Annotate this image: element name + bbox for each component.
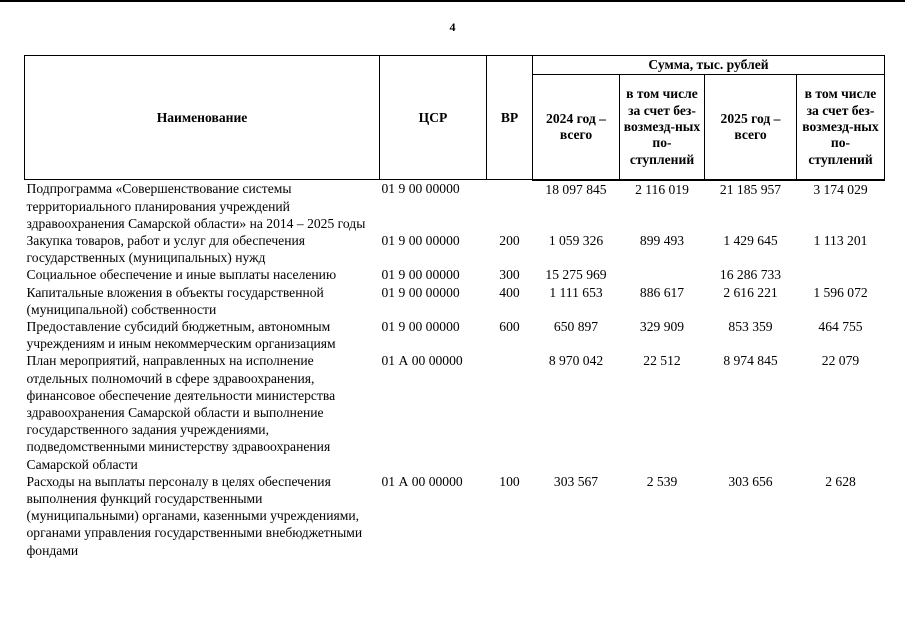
header-2025-incl: в том числе за счет без-возмезд-ных по-ступлений <box>797 75 885 180</box>
budget-table <box>24 55 885 559</box>
top-border-line <box>0 0 905 2</box>
row-2024-total: 1 059 326 <box>548 233 604 249</box>
row-vr <box>487 352 533 472</box>
row-name: Капитальные вложения в объекты государственной (муниципальной) собственности <box>26 284 324 317</box>
table-row <box>25 266 885 283</box>
row-2024-incl: 899 493 <box>639 233 685 249</box>
header-vr: ВР <box>487 56 533 180</box>
row-vr <box>487 180 533 232</box>
row-2024-incl: 2 116 019 <box>635 181 689 197</box>
row-name: Предоставление субсидий бюджетным, автономным учреждениям и иным некоммерческим организациям <box>26 319 336 352</box>
row-2024-total: 1 111 653 <box>549 284 603 300</box>
row-2024-incl <box>620 266 705 283</box>
header-name: Наименование <box>25 56 380 180</box>
row-csr: 01 А 00 00000 <box>381 353 463 369</box>
row-name: Социальное обеспечение и иные выплаты населению <box>26 267 337 283</box>
table-row <box>25 352 885 472</box>
row-vr: 200 <box>499 233 520 249</box>
row-name: План мероприятий, направленных на исполнение отдельных полномочий в сфере здравоохранения, финансовое обеспечение деятельности министерства здравоохранения Самарской области и выполнение государственного задания учреждениями, подведомственными министерству здравоохранения Самарской области <box>26 353 336 472</box>
row-2025-total: 16 286 733 <box>719 267 782 283</box>
header-2024-incl: в том числе за счет без-возмезд-ных по-ступлений <box>620 75 705 180</box>
row-name: Расходы на выплаты персоналу в целях обеспечения выполнения функций государственными (муниципальными) органами, казенными учреждениями, органами управления государственными внебюджетными фондами <box>26 473 363 558</box>
header-sum-group: Сумма, тыс. рублей <box>533 56 885 75</box>
row-csr: 01 9 00 00000 <box>381 284 460 300</box>
row-2024-incl: 22 512 <box>643 353 681 369</box>
row-2024-incl: 329 909 <box>639 319 685 335</box>
row-csr: 01 9 00 00000 <box>381 233 460 249</box>
row-csr: 01 9 00 00000 <box>381 267 460 283</box>
table-row <box>25 284 885 318</box>
row-vr: 100 <box>499 473 520 489</box>
row-2024-total: 650 897 <box>553 319 599 335</box>
row-2025-total: 2 616 221 <box>723 284 778 300</box>
header-2025-total: 2025 год – всего <box>705 75 797 180</box>
row-2025-total: 303 656 <box>728 473 773 489</box>
row-csr: 01 А 00 00000 <box>381 473 463 489</box>
row-name: Закупка товаров, работ и услуг для обеспечения государственных (муниципальных) нужд <box>26 233 305 266</box>
row-2024-incl: 2 539 <box>646 473 678 489</box>
row-2025-incl: 1 113 201 <box>813 233 868 249</box>
row-vr: 300 <box>499 267 520 283</box>
row-2025-incl: 464 755 <box>818 319 863 335</box>
row-2025-incl: 3 174 029 <box>813 181 868 197</box>
row-2025-incl: 2 628 <box>825 473 856 489</box>
row-2024-total: 18 097 845 <box>545 181 607 197</box>
row-2025-total: 21 185 957 <box>719 181 782 197</box>
row-vr: 400 <box>499 284 520 300</box>
row-csr: 01 9 00 00000 <box>381 181 460 197</box>
page-number: 4 <box>449 20 456 34</box>
table-row <box>25 180 885 232</box>
row-2025-incl: 1 596 072 <box>813 284 868 300</box>
row-2025-incl: 22 079 <box>821 353 860 369</box>
table-row <box>25 232 885 266</box>
row-2025-total: 853 359 <box>728 319 773 335</box>
row-2025-total: 1 429 645 <box>723 233 778 249</box>
row-name: Подпрограмма «Совершенствование системы территориального планирования учреждений здравоохранения Самарской области» на 2014 – 2025 годы <box>26 181 366 231</box>
row-2025-total: 8 974 845 <box>723 353 778 369</box>
header-csr: ЦСР <box>380 56 487 180</box>
row-vr: 600 <box>499 319 520 335</box>
table-row <box>25 473 885 559</box>
row-2024-total: 15 275 969 <box>545 267 607 283</box>
row-csr: 01 9 00 00000 <box>381 319 460 335</box>
row-2024-incl: 886 617 <box>639 284 685 300</box>
row-2025-incl <box>797 266 885 283</box>
row-2024-total: 8 970 042 <box>548 353 604 369</box>
row-2024-total: 303 567 <box>553 473 599 489</box>
header-2024-total: 2024 год – всего <box>533 75 620 180</box>
table-row <box>25 318 885 352</box>
